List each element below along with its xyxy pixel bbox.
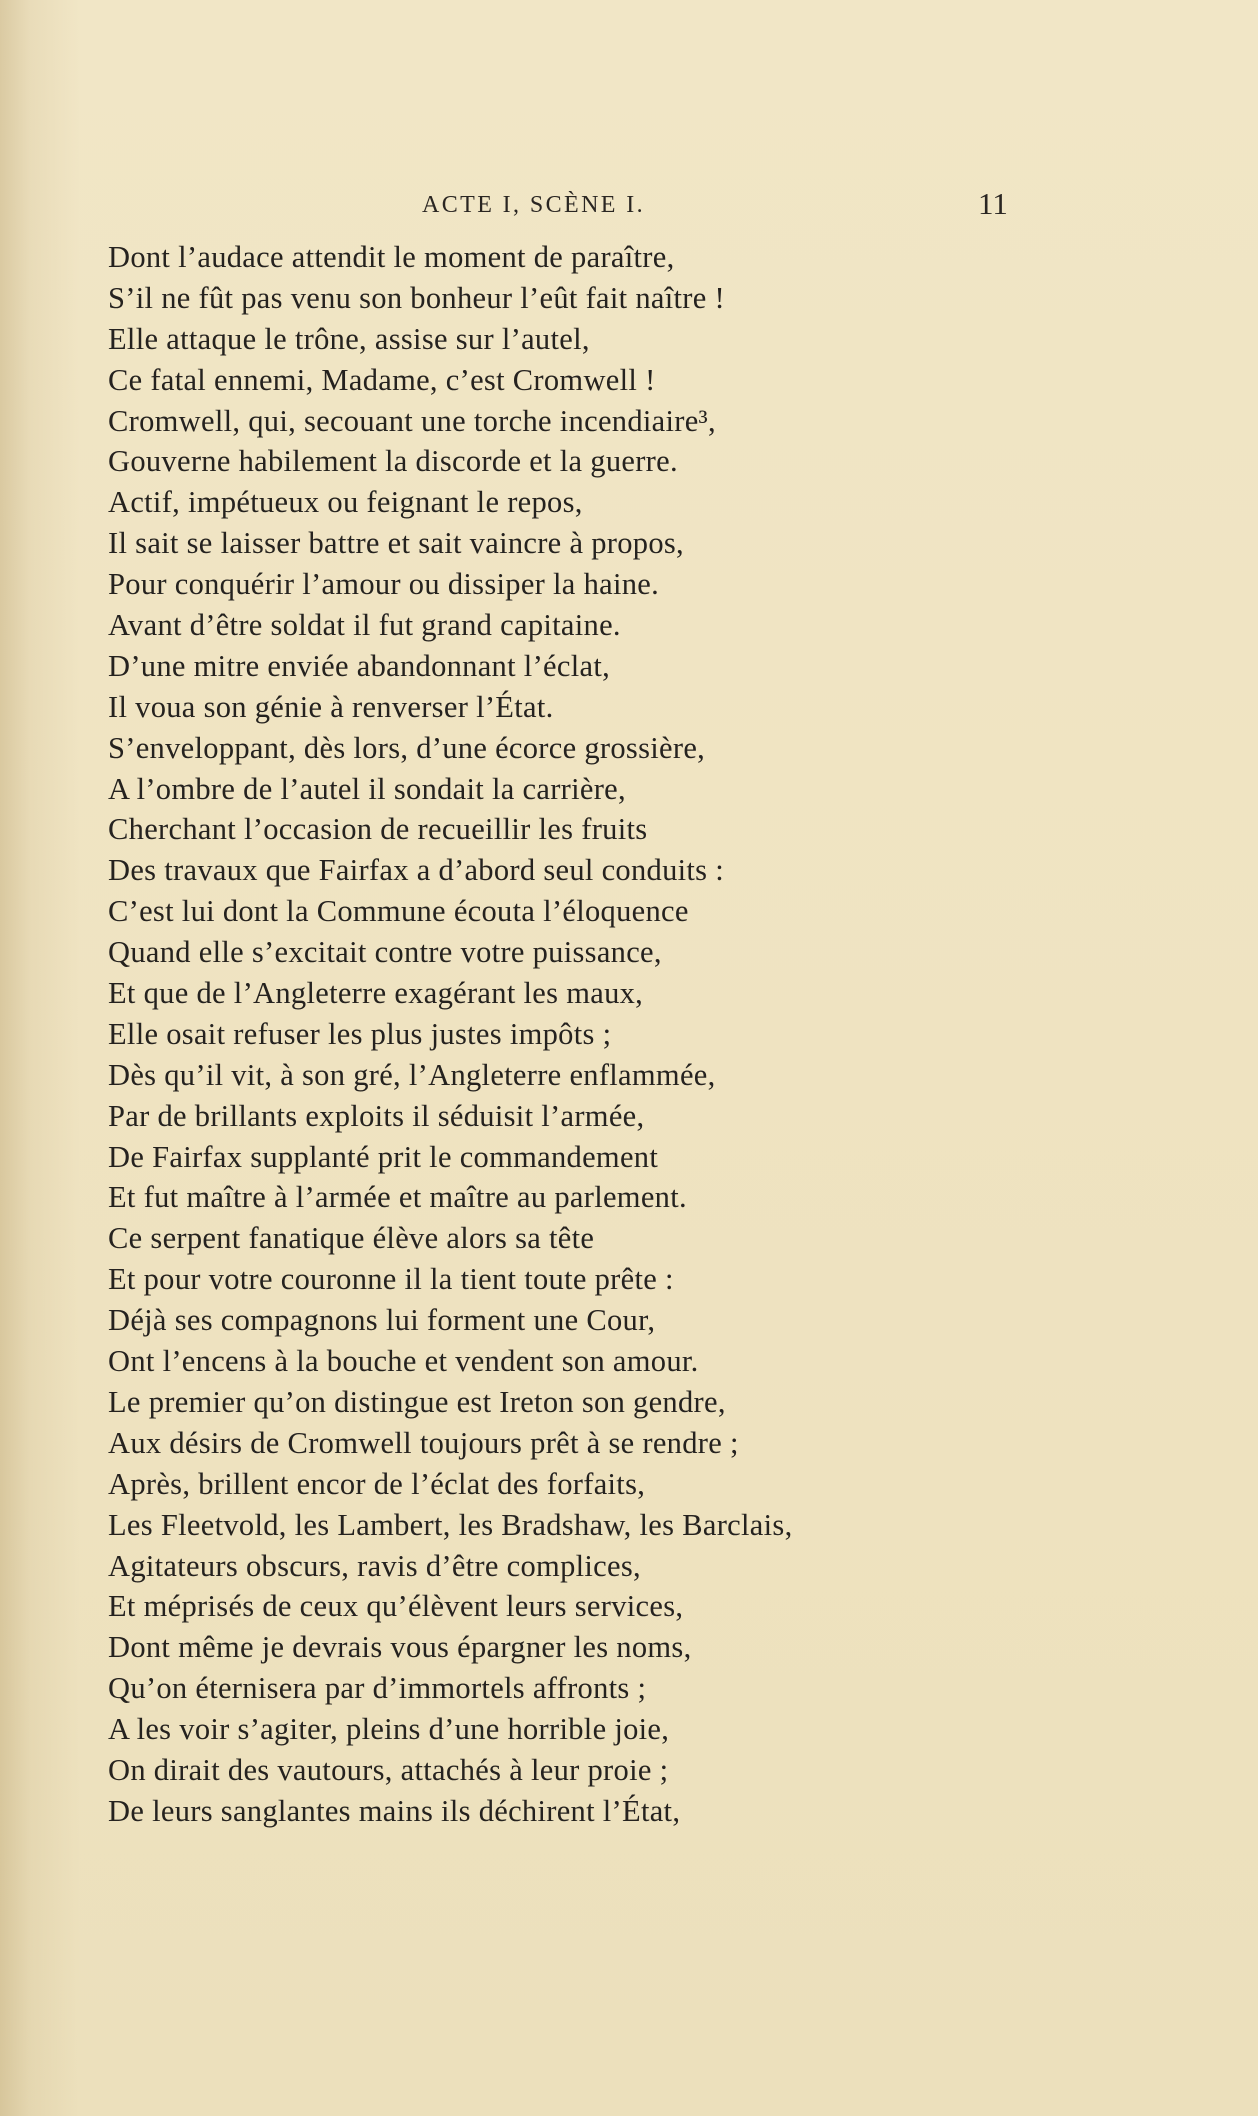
verse-line: Cromwell, qui, secouant une torche incendiaire³,	[108, 403, 716, 438]
verse-line: Gouverne habilement la discorde et la guerre.	[108, 444, 678, 479]
verse-line: Quand elle s’excitait contre votre puissance,	[108, 935, 662, 970]
verse-line: Agitateurs obscurs, ravis d’être complices,	[108, 1548, 641, 1583]
verse-line: Ce fatal ennemi, Madame, c’est Cromwell !	[108, 362, 656, 397]
verse-line: Qu’on éternisera par d’immortels affronts ;	[108, 1671, 647, 1706]
verse-line: Ont l’encens à la bouche et vendent son amour.	[108, 1344, 699, 1379]
verse-line: Par de brillants exploits il séduisit l’armée,	[108, 1098, 645, 1133]
verse-line: Dont l’audace attendit le moment de paraître,	[108, 240, 675, 274]
running-title: ACTE I, SCÈNE I.	[422, 192, 646, 218]
verse-block	[108, 237, 1108, 1832]
verse-line: Actif, impétueux ou feignant le repos,	[108, 485, 583, 520]
verse-line: De Fairfax supplanté prit le commandement	[108, 1139, 659, 1174]
verse-line: Des travaux que Fairfax a d’abord seul conduits :	[108, 853, 725, 888]
verse-line: Les Fleetvold, les Lambert, les Bradshaw, les Barclais,	[108, 1507, 793, 1542]
verse-line: Dès qu’il vit, à son gré, l’Angleterre enflammée,	[108, 1057, 716, 1092]
verse-line: Déjà ses compagnons lui forment une Cour,	[108, 1303, 656, 1338]
verse-line: Et méprisés de ceux qu’élèvent leurs services,	[108, 1589, 684, 1624]
verse-line: Avant d’être soldat il fut grand capitaine.	[108, 608, 621, 643]
verse-line: Le premier qu’on distingue est Ireton son gendre,	[108, 1384, 726, 1419]
page-number: 11	[978, 186, 1008, 221]
verse-line: On dirait des vautours, attachés à leur proie ;	[108, 1752, 669, 1787]
verse-line: Elle attaque le trône, assise sur l’autel,	[108, 321, 590, 356]
verse-line: S’enveloppant, dès lors, d’une écorce grossière,	[108, 730, 706, 765]
verse-line: Et fut maître à l’armée et maître au parlement.	[108, 1180, 687, 1215]
verse-line: Cherchant l’occasion de recueillir les fruits	[108, 812, 648, 847]
verse-line: D’une mitre enviée abandonnant l’éclat,	[108, 648, 611, 683]
verse-line: De leurs sanglantes mains ils déchirent l’État,	[108, 1793, 681, 1828]
verse-line: Pour conquérir l’amour ou dissiper la haine.	[108, 567, 660, 602]
verse-line: A les voir s’agiter, pleins d’une horrible joie,	[108, 1712, 670, 1747]
verse-line: Et que de l’Angleterre exagérant les maux,	[108, 976, 644, 1011]
verse-line: Après, brillent encor de l’éclat des forfaits,	[108, 1466, 646, 1501]
verse-line: Ce serpent fanatique élève alors sa tête	[108, 1221, 595, 1256]
verse-line: Il voua son génie à renverser l’État.	[108, 689, 554, 724]
verse-line: A l’ombre de l’autel il sondait la carrière,	[108, 771, 626, 806]
page-header	[0, 186, 1258, 232]
verse-line: C’est lui dont la Commune écouta l’éloquence	[108, 894, 689, 929]
verse-line: Il sait se laisser battre et sait vaincre à propos,	[108, 526, 684, 561]
verse-line: Elle osait refuser les plus justes impôts ;	[108, 1016, 612, 1051]
verse-line: Et pour votre couronne il la tient toute prête :	[108, 1262, 674, 1297]
verse-line: Aux désirs de Cromwell toujours prêt à se rendre ;	[108, 1425, 739, 1460]
verse-line: S’il ne fût pas venu son bonheur l’eût fait naître !	[108, 280, 725, 315]
verse-line: Dont même je devrais vous épargner les noms,	[108, 1630, 692, 1665]
